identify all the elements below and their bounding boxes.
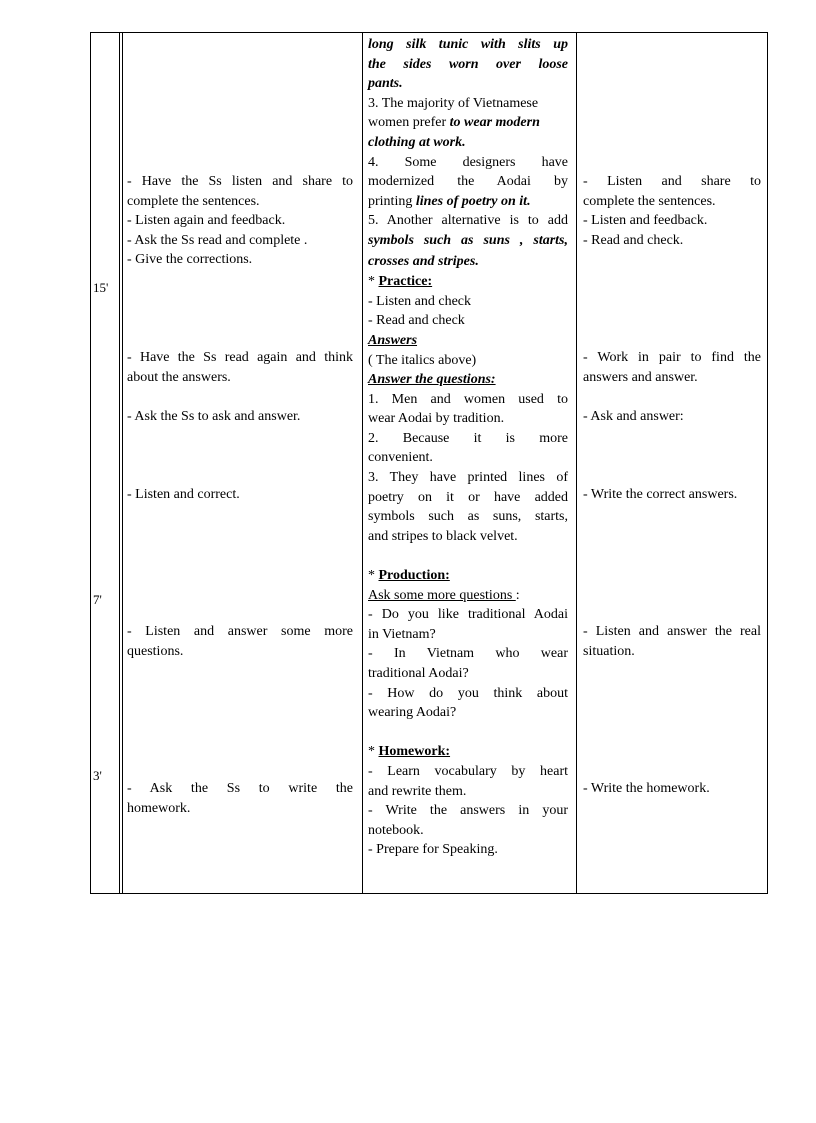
text-line: [368, 192, 568, 212]
text-run: lines of poetry on it.: [415, 193, 531, 209]
text-line: - Listen and correct.: [127, 487, 240, 502]
content-column: [368, 35, 568, 860]
student-block-4: [583, 485, 761, 505]
student-block-6: [583, 779, 761, 799]
text-line: 3. They have printed lines of: [368, 470, 568, 486]
text-line: 1. Men and women used to: [368, 391, 568, 407]
text-line: questions.: [127, 643, 184, 659]
text-line: - Have the Ss read again and think: [127, 350, 353, 365]
time-stage-1: 15': [93, 280, 109, 295]
text-line: crosses and stripes.: [368, 253, 479, 269]
text-line: 2. Because it is more: [368, 430, 568, 446]
text-run: Practice:: [378, 274, 433, 290]
text-run: Ask some more questions: [368, 587, 516, 603]
text-line: wear Aodai by tradition.: [368, 411, 505, 427]
text-line: - Do you like traditional Aodai: [368, 607, 568, 623]
text-line: complete the sentences.: [127, 193, 260, 209]
text-line: - Listen and share to: [583, 174, 761, 189]
text-line: convenient.: [368, 450, 433, 466]
text-line: - Ask the Ss read and complete .: [127, 232, 308, 248]
teacher-block-3: [127, 407, 353, 427]
text-line: ( The italics above): [368, 352, 477, 368]
text-line: in Vietnam?: [368, 626, 436, 642]
text-line: symbols such as suns , starts,: [368, 232, 568, 248]
text-line: - Listen again and feedback.: [127, 213, 286, 229]
text-line: 4. Some designers have: [368, 154, 568, 170]
text-line: - Ask and answer:: [583, 409, 684, 424]
text-run: *: [368, 274, 379, 290]
text-line: - How do you think about: [368, 685, 568, 701]
text-line: and rewrite them.: [368, 783, 467, 799]
text-line: traditional Aodai?: [368, 666, 469, 681]
text-line: complete the sentences.: [583, 193, 716, 209]
teacher-block-5: [127, 622, 353, 661]
text-line: poetry on it or have added: [368, 489, 568, 505]
text-line: the sides worn over loose: [368, 56, 568, 72]
student-block-3: [583, 407, 761, 427]
teacher-block-2: [127, 348, 353, 387]
text-line: - Read and check.: [583, 232, 684, 248]
text-run: to wear modern: [449, 115, 540, 131]
text-line: - Write the correct answers.: [583, 487, 738, 502]
text-line: 3. The majority of Vietnamese: [368, 95, 539, 111]
practice-heading: [368, 272, 568, 292]
text-line: wearing Aodai?: [368, 705, 457, 721]
text-line: pants.: [368, 76, 403, 92]
text-line: - Listen and answer the real: [583, 624, 761, 639]
text-line: - Prepare for Speaking.: [368, 842, 498, 858]
text-line: - Write the answers in your: [368, 803, 568, 819]
column-divider: [362, 33, 363, 893]
text-line: - Listen and check: [368, 293, 472, 309]
time-stage-2: 7': [93, 592, 102, 607]
text-line: homework.: [127, 800, 191, 816]
student-block-2: [583, 348, 761, 387]
text-line: answers and answer.: [583, 369, 698, 385]
text-line: [368, 113, 568, 133]
text-line: - Have the Ss listen and share to: [127, 174, 353, 189]
text-line: about the answers.: [127, 369, 231, 385]
answer-questions-heading: Answer the questions:: [368, 372, 496, 388]
time-stage-3: 3': [93, 768, 102, 783]
text-line: - Listen and feedback.: [583, 213, 708, 229]
teacher-block-1: [127, 172, 353, 270]
text-line: - Give the corrections.: [127, 252, 253, 268]
text-run: Production:: [378, 568, 450, 584]
text-line: notebook.: [368, 822, 424, 838]
text-line: situation.: [583, 643, 635, 659]
column-divider: [576, 33, 577, 893]
text-line: - Write the homework.: [583, 781, 710, 796]
text-line: symbols such as suns, starts,: [368, 509, 568, 525]
text-line: clothing at work.: [368, 134, 466, 150]
homework-heading: [368, 742, 568, 762]
text-line: modernized the Aodai by: [368, 174, 568, 190]
text-line: - Read and check: [368, 313, 465, 329]
text-line: - Listen and answer some more: [127, 624, 353, 639]
text-line: - Learn vocabulary by heart: [368, 763, 568, 779]
text-line: 5. Another alternative is to add: [368, 213, 568, 229]
text-run: :: [515, 587, 520, 603]
text-run: printing: [368, 193, 416, 209]
column-divider: [119, 33, 120, 893]
text-line: [368, 586, 568, 606]
text-run: *: [368, 568, 379, 584]
text-run: women prefer: [368, 115, 450, 131]
text-run: *: [368, 744, 379, 760]
teacher-block-6: [127, 779, 353, 818]
lesson-table: [90, 32, 768, 894]
text-line: and stripes to black velvet.: [368, 528, 518, 544]
answers-heading: Answers: [368, 332, 418, 348]
text-line: - Ask the Ss to write the: [127, 781, 353, 796]
student-block-1: [583, 172, 761, 250]
student-block-5: [583, 622, 761, 661]
teacher-block-4: [127, 485, 353, 505]
text-line: - Ask the Ss to ask and answer.: [127, 409, 301, 424]
production-heading: [368, 566, 568, 586]
text-line: - In Vietnam who wear: [368, 646, 568, 662]
text-line: - Work in pair to find the: [583, 350, 761, 365]
text-run: Homework:: [378, 744, 451, 760]
text-line: long silk tunic with slits up: [368, 37, 568, 52]
